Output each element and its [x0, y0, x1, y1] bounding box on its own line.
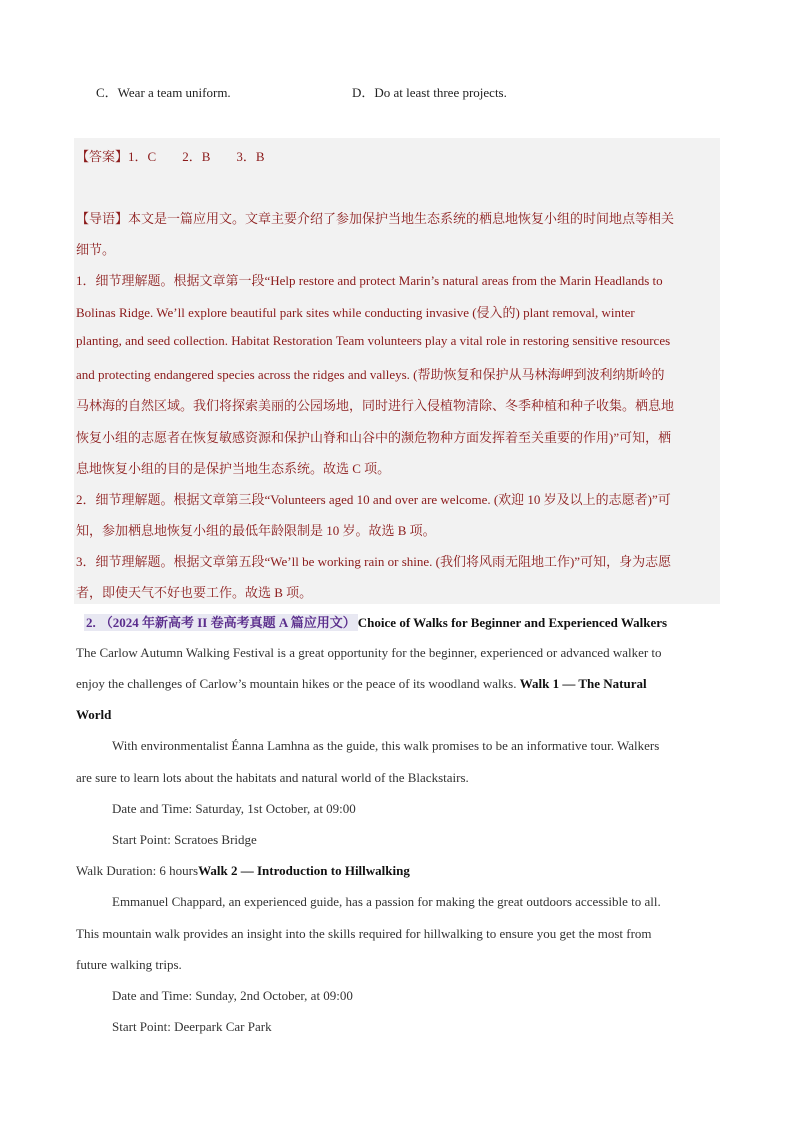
guide-line: 【导语】本文是一篇应用文。文章主要介绍了参加保护当地生态系统的栖息地恢复小组的时间地点等相关 — [76, 211, 675, 226]
walk2-desc: This mountain walk provides an insight into the skills required for hillwalking to ensure you get the most from — [76, 926, 652, 941]
guide-line: 知，参加栖息地恢复小组的最低年龄限制是 10 岁。故选 B 项。 — [76, 523, 436, 538]
guide-line: 2．细节理解题。根据文章第三段“Volunteers aged 10 and over are welcome. (欢迎 10 岁及以上的志愿者)”可 — [76, 492, 671, 507]
walk2-start: Start Point: Deerpark Car Park — [112, 1019, 272, 1034]
walk1-duration: Walk Duration: 6 hours — [76, 863, 199, 878]
passage-heading — [84, 612, 667, 632]
guide-line: 马林海的自然区域。我们将探索美丽的公园场地，同时进行入侵植物清除、冬季种植和种子收集。栖息地 — [76, 398, 675, 413]
passage-number: 2. — [86, 615, 96, 630]
walk2-date: Date and Time: Sunday, 2nd October, at 09:00 — [112, 988, 353, 1003]
walk1-desc: are sure to learn lots about the habitats and natural world of the Blackstairs. — [76, 770, 469, 785]
answer-item-2: 2．B — [182, 149, 211, 164]
answer-label: 【答案】 — [76, 149, 129, 164]
walk2-desc: future walking trips. — [76, 957, 182, 972]
walk1-title: Walk 1 — The Natural — [519, 676, 647, 691]
walk1-title-cont: World — [76, 707, 112, 722]
passage-source: （2024 年新高考 II 卷高考真题 A 篇应用文） — [99, 615, 356, 630]
answer-line — [76, 146, 291, 165]
guide-line: 恢复小组的志愿者在恢复敏感资源和保护山脊和山谷中的濒危物种方面发挥着至关重要的作用)”可知，栖 — [76, 430, 672, 445]
walk1-start: Start Point: Scratoes Bridge — [112, 832, 257, 847]
walk1-date: Date and Time: Saturday, 1st October, at 09:00 — [112, 801, 356, 816]
option-d: D．Do at least three projects. — [352, 85, 507, 100]
walk1-desc: With environmentalist Éanna Lamhna as the guide, this walk promises to be an informative tour. Walkers — [112, 738, 660, 753]
intro-line: The Carlow Autumn Walking Festival is a great opportunity for the beginner, experienced or advanced walker to — [76, 645, 662, 660]
walk2-title: Walk 2 — Introduction to Hillwalking — [198, 863, 410, 878]
answer-item-1: 1．C — [128, 149, 157, 164]
answer-item-3: 3．B — [236, 149, 265, 164]
walk-duration-line — [76, 863, 410, 879]
guide-line: 细节。 — [76, 242, 116, 257]
guide-line: 息地恢复小组的目的是保护当地生态系统。故选 C 项。 — [76, 461, 391, 476]
guide-line: 3．细节理解题。根据文章第五段“We’ll be working rain or shine. (我们将风雨无阻地工作)”可知，身为志愿 — [76, 554, 672, 569]
guide-line: 者，即使天气不好也要工作。故选 B 项。 — [76, 585, 313, 600]
guide-line: Bolinas Ridge. We’ll explore beautiful park sites while conducting invasive (侵入的) plant removal, winter — [76, 305, 635, 320]
walk2-desc: Emmanuel Chappard, an experienced guide, has a passion for making the great outdoors accessible to all. — [112, 894, 661, 909]
guide-line: 1．细节理解题。根据文章第一段“Help restore and protect Marin’s natural areas from the Marin Headlands to — [76, 273, 663, 288]
intro-text: enjoy the challenges of Carlow’s mountain hikes or the peace of its woodland walks. — [76, 676, 520, 691]
intro-line — [76, 676, 647, 692]
guide-line: and protecting endangered species across the ridges and valleys. (帮助恢复和保护从马林海岬到波利纳斯岭的 — [76, 367, 665, 382]
guide-line: planting, and seed collection. Habitat Restoration Team volunteers play a vital role in restoring sensitive resources — [76, 333, 671, 348]
passage-title: Choice of Walks for Beginner and Experienced Walkers — [357, 615, 668, 630]
option-c: C．Wear a team uniform. — [96, 85, 231, 100]
